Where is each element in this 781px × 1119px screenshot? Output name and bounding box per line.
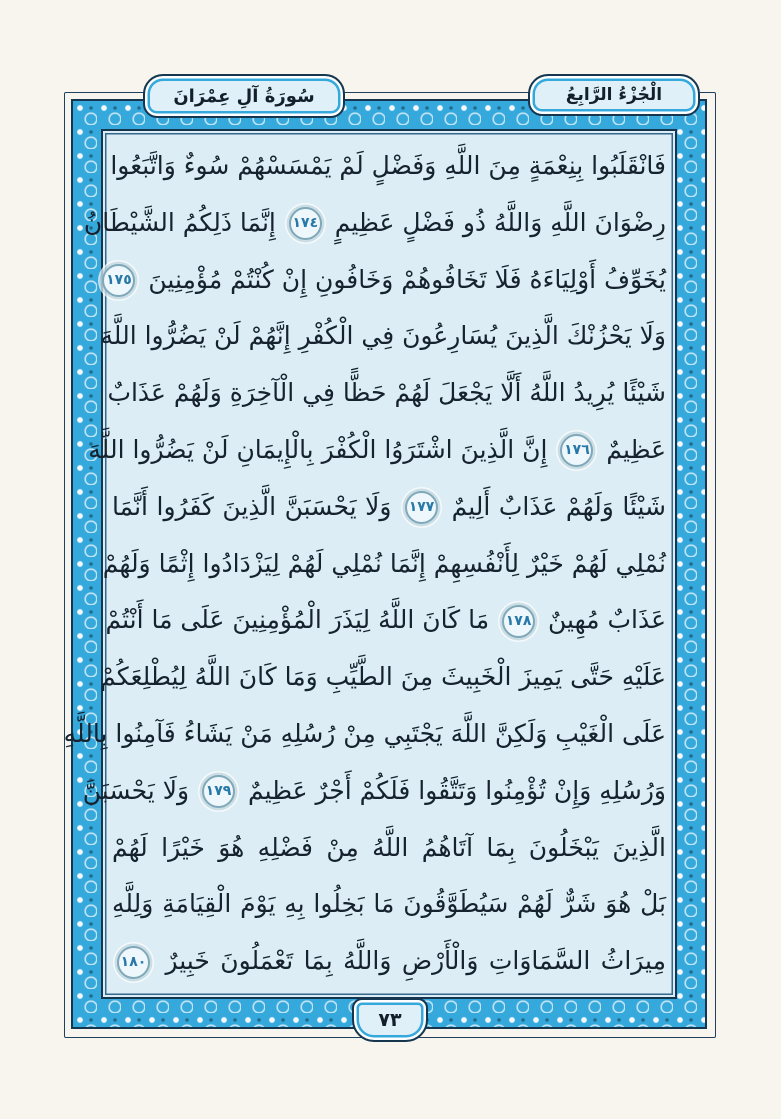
juz-name-cartouche [528,74,700,116]
ayah-end-marker: ١٧٤ [289,207,322,240]
ayah-text: إِنَّ الَّذِينَ اشْتَرَوُا الْكُفْرَ بِالْإِيمَانِ لَنْ يَضُرُّوا اللَّهَ [88,434,548,464]
juz-name-label: الْجُزْءُ الرَّابِعُ [565,85,663,105]
quran-line [112,138,666,195]
ayah-text: عَلَيْهِ حَتَّى يَمِيزَ الْخَبِيثَ مِنَ الطَّيِّبِ وَمَا كَانَ اللَّهُ لِيُطْلِعَكُمْ [100,662,666,692]
ayah-end-marker: ١٨٠ [117,946,150,979]
ayah-text: وَلَا يَحْسَبَنَّ الَّذِينَ كَفَرُوا أَنَّمَا [112,491,392,521]
ayah-text: عَلَى الْغَيْبِ وَلَكِنَّ اللَّهَ يَجْتَبِي مِنْ رُسُلِهِ مَنْ يَشَاءُ فَآمِنُوا بِاللَّهِ [63,718,666,748]
quran-line [112,876,666,933]
ayah-text: وَرُسُلِهِ وَإِنْ تُؤْمِنُوا وَتَتَّقُوا فَلَكُمْ أَجْرٌ عَظِيمٌ [247,775,666,805]
quran-line [112,820,666,877]
quran-line [112,933,666,990]
surah-name-cartouche [143,74,345,118]
quran-line [63,706,666,763]
ayah-text: وَلَا يَحْزُنْكَ الَّذِينَ يُسَارِعُونَ فِي الْكُفْرِ إِنَّهُمْ لَنْ يَضُرُّوا اللَّهَ [100,321,666,351]
ayah-end-marker: ١٧٥ [102,264,135,297]
ayah-text: عَذَابٌ مُهِينٌ [548,605,666,635]
ayah-end-marker: ١٧٧ [405,491,438,524]
ayah-text: الَّذِينَ يَبْخَلُونَ بِمَا آتَاهُمُ اللَّهُ مِنْ فَضْلِهِ هُوَ خَيْرًا لَهُمْ [112,832,666,862]
ayah-text: مِيرَاثُ السَّمَاوَاتِ وَالْأَرْضِ وَاللَّهُ بِمَا تَعْمَلُونَ خَبِيرٌ [165,946,666,976]
page-number-label: ٧٣ [378,1009,402,1031]
ayah-text: يُخَوِّفُ أَوْلِيَاءَهُ فَلَا تَخَافُوهُمْ وَخَافُونِ إِنْ كُنْتُمْ مُؤْمِنِينَ [148,264,666,294]
quran-line [100,308,666,365]
ayah-text: وَلَا يَحْسَبَنَّ [82,775,190,805]
quran-line [83,195,666,252]
quran-line [102,536,666,593]
ayah-text: بَلْ هُوَ شَرٌّ لَهُمْ سَيُطَوَّقُونَ مَا بَخِلُوا بِهِ يَوْمَ الْقِيَامَةِ وَلِلَّهِ [112,889,666,919]
surah-name-label: سُورَةُ آلِ عِمْرَانَ [173,85,315,107]
page-number-cartouche [352,998,428,1042]
ayah-text: فَانْقَلَبُوا بِنِعْمَةٍ مِنَ اللَّهِ وَفَضْلٍ لَمْ يَمْسَسْهُمْ سُوءٌ وَاتَّبَعُوا [110,151,666,180]
ayah-end-marker: ١٧٩ [202,775,235,808]
quran-line [100,649,666,706]
ayah-text: رِضْوَانَ اللَّهِ وَاللَّهُ ذُو فَضْلٍ عَظِيمٍ [334,207,666,237]
ayah-text: عَظِيمٌ [606,434,666,464]
quran-line [82,763,666,820]
quran-line [107,365,666,422]
quran-lines [63,138,666,990]
ayah-text: مَا كَانَ اللَّهُ لِيَذَرَ الْمُؤْمِنِينَ عَلَى مَا أَنْتُمْ [105,605,490,635]
quran-line [112,479,666,536]
ayah-text: شَيْئًا يُرِيدُ اللَّهُ أَلَّا يَجْعَلَ لَهُمْ حَظًّا فِي الْآخِرَةِ وَلَهُمْ عَذَابٌ [107,378,666,408]
quran-line [88,422,666,479]
quran-line [106,252,666,309]
ayah-end-marker: ١٧٦ [560,434,593,467]
ayah-text: إِنَّمَا ذَلِكُمُ الشَّيْطَانُ [83,207,276,237]
ayah-text: نُمْلِي لَهُمْ خَيْرٌ لِأَنْفُسِهِمْ إِنَّمَا نُمْلِي لَهُمْ لِيَزْدَادُوا إِثْمًا وَلَهُمْ [102,548,666,578]
quran-line [105,592,666,649]
ayah-end-marker: ١٧٨ [502,605,535,638]
ayah-text: شَيْئًا وَلَهُمْ عَذَابٌ أَلِيمٌ [451,491,666,521]
